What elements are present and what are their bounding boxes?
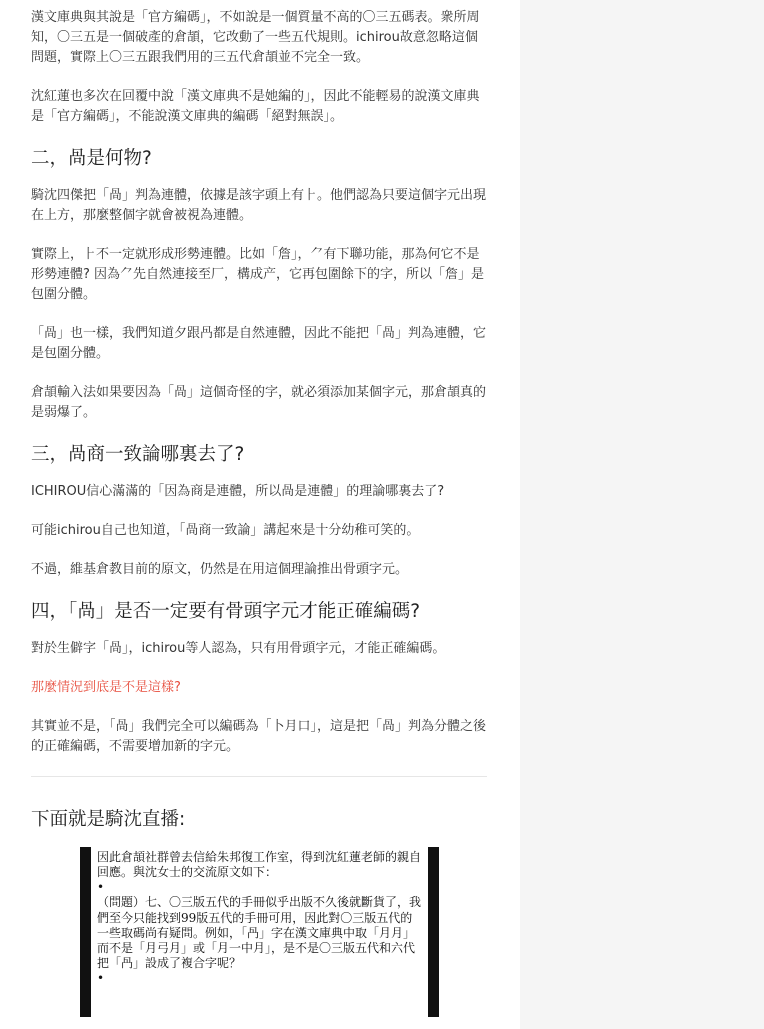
screenshot-bullet: •: [97, 880, 105, 895]
article-content: [31, 8, 487, 1017]
paragraph: 其實並不是，「咼」我們完全可以編碼為「卜月口」，這是把「咼」判為分體之後的正確編碼，不需要增加新的字元。: [31, 719, 487, 754]
paragraph: 倉頡輸入法如果要因為「咼」這個奇怪的字，就必須添加某個字元，那倉頡真的是弱爆了。: [31, 385, 487, 420]
stream-heading: 下面就是騎沈直播:: [31, 809, 186, 830]
sidebar-panel: [520, 0, 764, 1029]
paragraph: 沈紅蓮也多次在回覆中說「漢文庫典不是她編的」，因此不能輕易的說漢文庫典是「官方編碼」，不能說漢文庫典的編碼「絕對無誤」。: [31, 89, 480, 124]
paragraph: 實際上，⺊不一定就形成形勢連體。比如「詹」，⺈有下聯功能，那為何它不是形勢連體? 因為⺈先自然連接至厂，構成产，它再包圍餘下的字，所以「詹」是包圍分體。: [31, 247, 485, 302]
section-heading-3: 三，咼商一致論哪裏去了?: [31, 444, 245, 465]
screenshot-line: （問題）七、〇三版五代的手冊似乎出版不久後就斷貨了，我們至今只能找到99版五代的手冊可用，因此對〇三版五代的一些取碼尚有疑問。例如，「冎」字在漢文庫典中取「月月」而不是「月弓月」或「月一中月」，是不是〇三版五代和六代把「冎」設成了複合字呢？: [97, 895, 422, 971]
paragraph: 漢文庫典與其說是「官方編碼」，不如說是一個質量不高的〇三五碼表。衆所周知，〇三五是一個破產的倉頡，它改動了一些五代規則。ichirou故意忽略這個問題，實際上〇三五跟我們用的三五代倉頡並不完全一致。: [31, 10, 480, 65]
embedded-screenshot: [80, 847, 439, 1017]
highlighted-question: 那麼情況到底是不是這樣?: [31, 680, 181, 695]
screenshot-line: 因此倉頡社群曾去信給朱邦復工作室，得到沈紅蓮老師的親自回應。與沈女士的交流原文如下：: [97, 850, 422, 880]
paragraph: 對於生僻字「咼」，ichirou等人認為，只有用骨頭字元，才能正確編碼。: [31, 641, 446, 656]
paragraph: 騎沈四傑把「咼」判為連體，依據是該字頭上有⺊。他們認為只要這個字元出現在上方，那麼整個字就會被視為連體。: [31, 188, 487, 223]
section-heading-2: 二，咼是何物?: [31, 148, 152, 169]
screenshot-text-panel: [91, 847, 428, 1017]
paragraph: ICHIROU信心滿滿的「因為商是連體，所以咼是連體」的理論哪裏去了?: [31, 484, 445, 499]
paragraph: 「咼」也一樣，我們知道夕跟冎都是自然連體，因此不能把「咼」判為連體，它是包圍分體。: [31, 326, 487, 361]
screenshot-bullet: •: [97, 971, 105, 986]
section-divider: [31, 776, 487, 777]
section-heading-4: 四，「咼」是否一定要有骨頭字元才能正確編碼?: [31, 601, 421, 622]
paragraph: 不過，維基倉教目前的原文，仍然是在用這個理論推出骨頭字元。: [31, 562, 409, 577]
paragraph: 可能ichirou自己也知道，「咼商一致論」講起來是十分幼稚可笑的。: [31, 523, 420, 538]
